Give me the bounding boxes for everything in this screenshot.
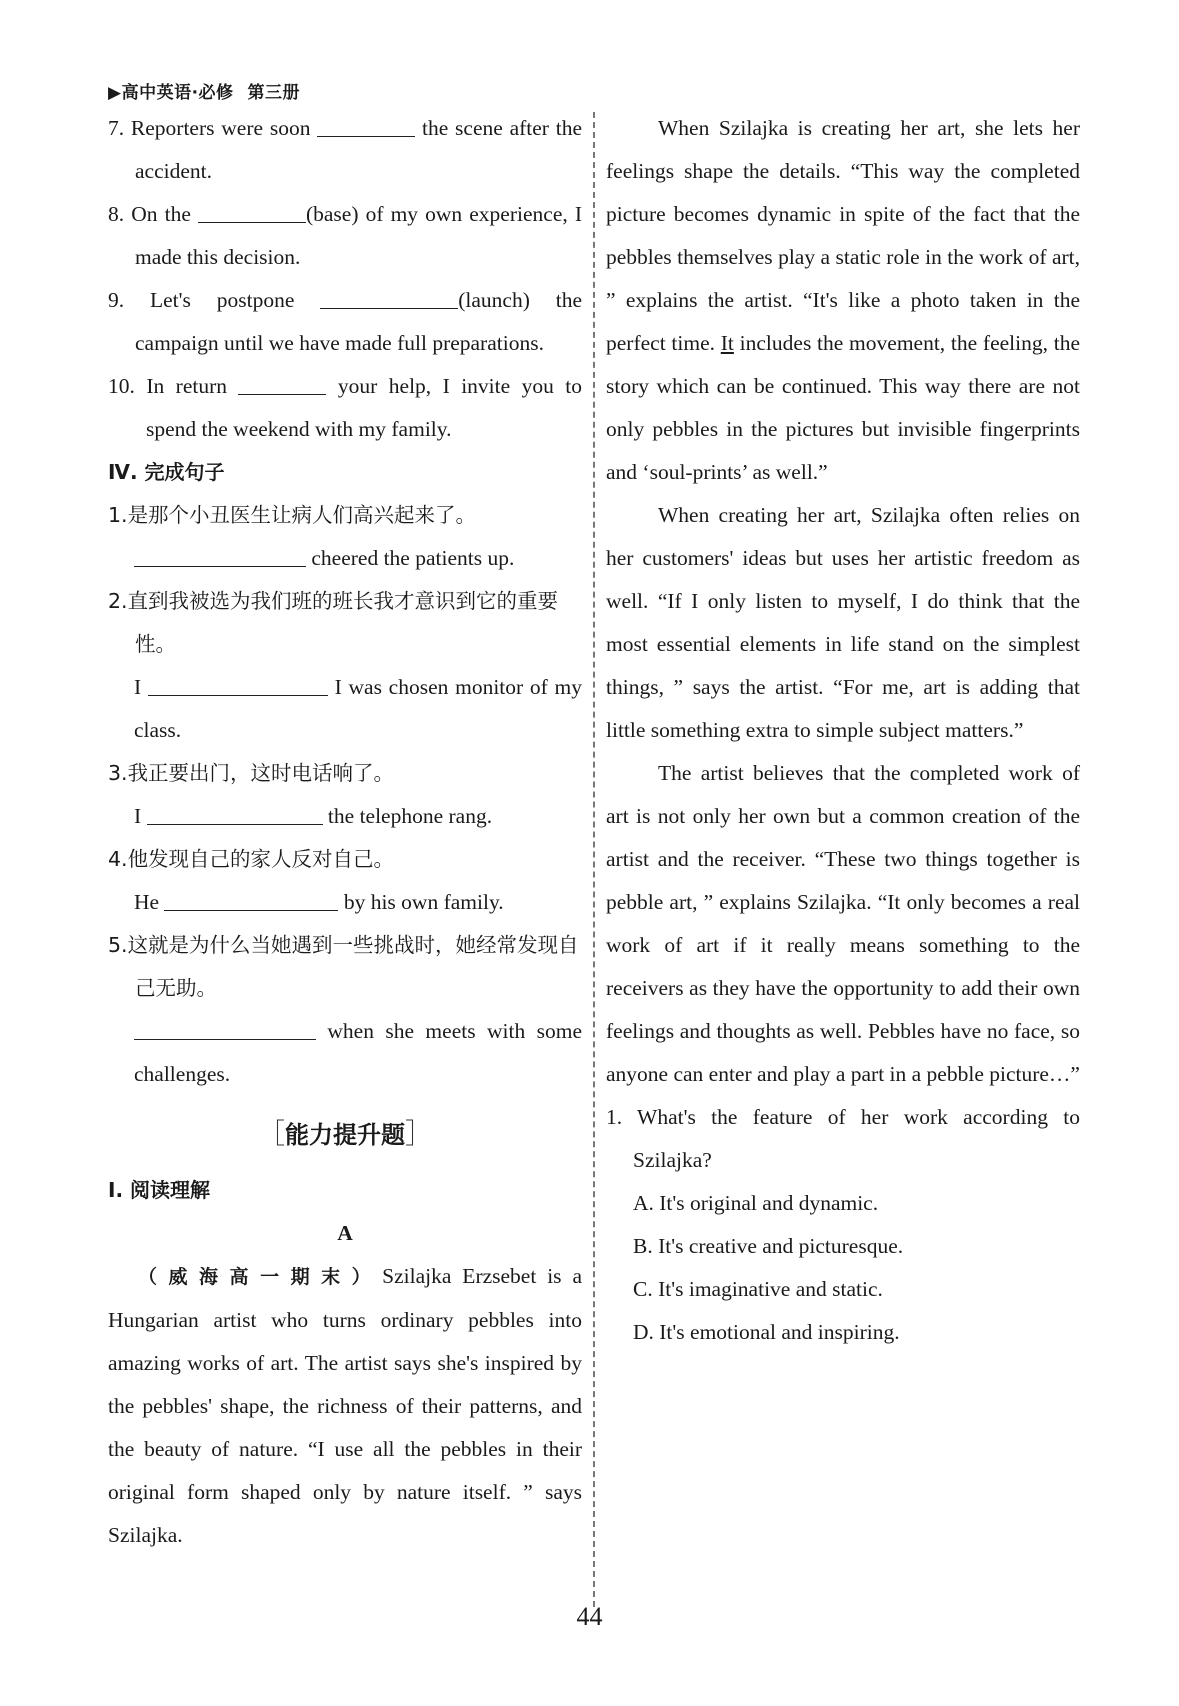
page-number: 44 — [576, 1602, 603, 1631]
answer-blank[interactable] — [148, 669, 328, 696]
sentence-item-4-chinese: 4.他发现自己的家人反对自己。 — [108, 847, 395, 871]
answer-blank[interactable] — [134, 1013, 316, 1040]
sentence-item-3-chinese: 3.我正要出门，这时电话响了。 — [108, 761, 395, 785]
running-header — [108, 78, 300, 103]
bracket-left: ［ — [256, 1117, 285, 1150]
option-d[interactable]: D. It's emotional and inspiring. — [633, 1320, 900, 1344]
exercise-item-8: 8. On the (base) of my own experience, I made this decision. — [108, 193, 582, 279]
passage-paragraph-1: （威海高一期末）Szilajka Erzsebet is a Hungarian artist who turns ordinary pebbles into amazing works of art. The artist says she's inspired by the pebbles' shape, the richness of their patterns, and the beauty of nature. “I use all the pebbles in their original form shaped only by nature itself. ” says Szilajka. — [108, 1264, 582, 1547]
sentence-item-2-chinese: 2.直到我被选为我们班的班长我才意识到它的重要性。 — [108, 589, 559, 656]
option-c[interactable]: C. It's imaginative and static. — [633, 1277, 883, 1301]
section-title-ability: ［能力提升题］ — [256, 1117, 434, 1150]
passage-label: A — [337, 1221, 353, 1245]
left-column — [108, 107, 582, 1557]
exercise-item-9: 9. Let's postpone (launch) the campaign until we have made full preparations. — [108, 279, 582, 365]
header-volume: 第三册 — [247, 83, 301, 103]
sentence-item-4-english: He by his own family. — [108, 881, 582, 924]
right-column — [606, 107, 1080, 1354]
passage-paragraph-2: When Szilajka is creating her art, she lets her feelings shape the details. “This way the completed picture becomes dynamic in spite of the fact that the pebbles themselves play a static role in the work of art, ” explains the artist. “It's like a photo taken in the perfect time. It includes the movement, the feeling, the story which can be continued. This way there are not only pebbles in the pictures but invisible fingerprints and ‘soul-prints’ as well.” — [606, 116, 1081, 484]
underlined-word-it: It — [720, 331, 734, 355]
answer-blank[interactable] — [317, 110, 415, 137]
passage-paragraph-4: The artist believes that the completed work of art is not only her own but a common creation of the artist and the receiver. “These two things together is pebble art, ” explains Szilajka. “It only becomes a real work of art if it really means something to the receivers as they have the opportunity to add their own feelings and thoughts as well. Pebbles have no face, so anyone can enter and play a part in a pebble picture…” — [606, 761, 1080, 1086]
header-book-title: 高中英语·必修 — [121, 83, 234, 103]
section-heading-complete-sentences: Ⅳ. 完成句子 — [108, 460, 225, 484]
column-divider — [593, 112, 595, 1607]
sentence-item-3-english: I the telephone rang. — [108, 795, 582, 838]
exercise-item-7: 7. Reporters were soon the scene after the accident. — [108, 107, 582, 193]
passage-paragraph-3: When creating her art, Szilajka often relies on her customers' ideas but uses her artistic freedom as well. “If I only listen to myself, I do think that the most essential elements in life stand on the simplest things, ” says the artist. “For me, art is adding that little something extra to simple subject matters.” — [606, 503, 1080, 742]
answer-blank[interactable] — [320, 282, 458, 309]
sentence-item-2-english: I I was chosen monitor of my class. — [108, 666, 582, 752]
sentence-item-1-chinese: 1.是那个小丑医生让病人们高兴起来了。 — [108, 503, 477, 527]
section-heading-reading: Ⅰ. 阅读理解 — [108, 1178, 211, 1202]
option-b[interactable]: B. It's creative and picturesque. — [633, 1234, 904, 1258]
bracket-right: ］ — [405, 1117, 434, 1150]
answer-blank[interactable] — [147, 798, 323, 825]
header-arrow-icon: ▶ — [108, 83, 122, 103]
reading-question-1: 1. What's the feature of her work according to Szilajka? — [606, 1105, 1080, 1172]
answer-blank[interactable] — [238, 368, 326, 395]
sentence-item-1-english: cheered the patients up. — [108, 537, 582, 580]
option-a[interactable]: A. It's original and dynamic. — [633, 1191, 879, 1215]
passage-source: （威海高一期末） — [138, 1266, 383, 1288]
sentence-item-5-english: when she meets with some challenges. — [108, 1010, 582, 1096]
answer-blank[interactable] — [134, 540, 306, 567]
answer-blank[interactable] — [198, 196, 306, 223]
sentence-item-5-chinese: 5.这就是为什么当她遇到一些挑战时，她经常发现自己无助。 — [108, 933, 579, 1000]
exercise-item-10: 10. In return your help, I invite you to spend the weekend with my family. — [108, 365, 582, 451]
answer-blank[interactable] — [164, 884, 338, 911]
